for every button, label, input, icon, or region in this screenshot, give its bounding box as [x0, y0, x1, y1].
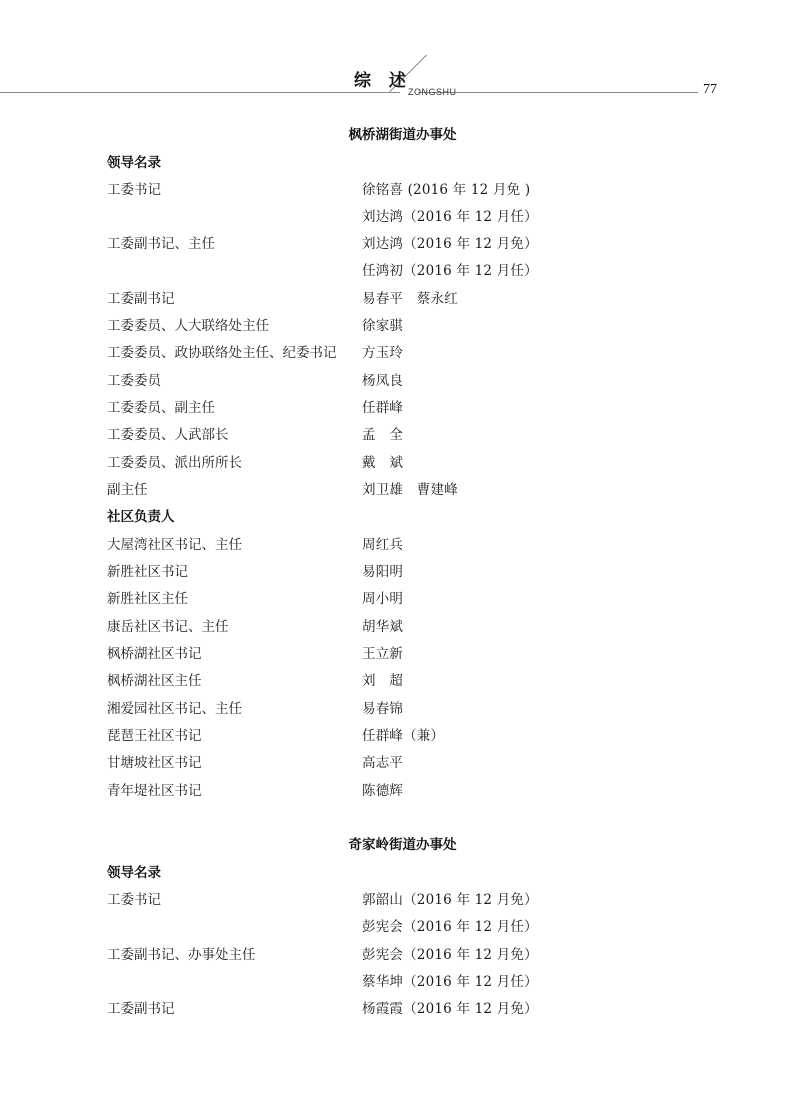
- role-label: 康岳社区书记、主任: [107, 619, 229, 635]
- person-name: 任群峰: [362, 400, 404, 416]
- person-name: 彭宪会（2016 年 12 月免）: [362, 947, 538, 963]
- role-label: 湘爱园社区书记、主任: [107, 701, 242, 717]
- person-name: 任群峰（兼）: [362, 728, 445, 744]
- header-title: 综 述: [354, 71, 412, 91]
- role-label: 工委书记: [107, 892, 161, 908]
- header-rule-right: [418, 92, 698, 93]
- list-item: [0, 642, 805, 666]
- list-item: [0, 943, 805, 967]
- person-name: 易春平 蔡永红: [362, 291, 458, 307]
- role-label: 工委副书记: [107, 1001, 175, 1017]
- person-name: 易阳明: [362, 564, 404, 580]
- role-label: 工委委员、派出所所长: [107, 455, 242, 471]
- role-label: 甘塘坡社区书记: [107, 755, 202, 771]
- person-name: 周红兵: [362, 537, 404, 553]
- section-title-fengqiaohu: 枫桥湖街道办事处: [348, 127, 457, 143]
- list-item: [0, 915, 805, 939]
- person-name: 刘 超: [362, 673, 404, 689]
- role-label: 新胜社区主任: [107, 591, 188, 607]
- person-name: 刘达鸿（2016 年 12 月任）: [362, 209, 538, 225]
- list-item: [0, 341, 805, 365]
- person-name: 戴 斌: [362, 455, 404, 471]
- section-title-qijialing: 奇家岭街道办事处: [348, 837, 457, 853]
- list-item: [0, 615, 805, 639]
- header-subtitle: ZONGSHU: [408, 87, 457, 97]
- list-item: [0, 478, 805, 502]
- person-name: 蔡华坤（2016 年 12 月任）: [362, 974, 538, 990]
- role-label: 工委委员、人大联络处主任: [107, 318, 269, 334]
- list-item: [0, 259, 805, 283]
- role-label: 枫桥湖社区主任: [107, 673, 202, 689]
- role-label: 工委委员、副主任: [107, 400, 215, 416]
- person-name: 胡华斌: [362, 619, 404, 635]
- role-label: 青年堤社区书记: [107, 783, 202, 799]
- role-label: 新胜社区书记: [107, 564, 188, 580]
- person-name: 周小明: [362, 591, 404, 607]
- leaders-heading: 领导名录: [107, 155, 161, 171]
- role-label: 工委副书记、办事处主任: [107, 947, 256, 963]
- role-label: 工委书记: [107, 182, 161, 198]
- role-label: 工委委员、政协联络处主任、纪委书记: [107, 345, 337, 361]
- person-name: 徐铭喜 (2016 年 12 月免 ): [362, 182, 531, 198]
- list-item: [0, 533, 805, 557]
- list-item: [0, 287, 805, 311]
- person-name: 徐家骐: [362, 318, 404, 334]
- list-item: [0, 451, 805, 475]
- list-item: [0, 970, 805, 994]
- list-item: [0, 396, 805, 420]
- list-item: [0, 314, 805, 338]
- person-name: 陈德辉: [362, 783, 404, 799]
- person-name: 郭韶山（2016 年 12 月免）: [362, 892, 538, 908]
- person-name: 杨霞霞（2016 年 12 月免）: [362, 1001, 538, 1017]
- list-item: [0, 779, 805, 803]
- list-item: [0, 888, 805, 912]
- list-item: [0, 178, 805, 202]
- list-item: [0, 997, 805, 1021]
- list-item: [0, 751, 805, 775]
- role-label: 琵琶王社区书记: [107, 728, 202, 744]
- role-label: 副主任: [107, 482, 148, 498]
- community-heading: 社区负责人: [107, 509, 175, 525]
- person-name: 刘卫雄 曹建峰: [362, 482, 458, 498]
- person-name: 高志平: [362, 755, 404, 771]
- role-label: 工委委员、人武部长: [107, 427, 229, 443]
- person-name: 孟 全: [362, 427, 404, 443]
- person-name: 王立新: [362, 646, 404, 662]
- list-item: [0, 560, 805, 584]
- list-item: [0, 369, 805, 393]
- list-item: [0, 697, 805, 721]
- role-label: 工委副书记、主任: [107, 236, 215, 252]
- person-name: 杨凤良: [362, 373, 404, 389]
- list-item: [0, 669, 805, 693]
- page-number: 77: [703, 82, 717, 97]
- person-name: 任鸿初（2016 年 12 月任）: [362, 263, 538, 279]
- list-item: [0, 423, 805, 447]
- person-name: 刘达鸿（2016 年 12 月免）: [362, 236, 538, 252]
- list-item: [0, 232, 805, 256]
- list-item: [0, 724, 805, 748]
- role-label: 枫桥湖社区书记: [107, 646, 202, 662]
- person-name: 彭宪会（2016 年 12 月任）: [362, 919, 538, 935]
- role-label: 工委副书记: [107, 291, 175, 307]
- leaders-heading: 领导名录: [107, 865, 161, 881]
- person-name: 易春锦: [362, 701, 404, 717]
- role-label: 工委委员: [107, 373, 161, 389]
- person-name: 方玉玲: [362, 345, 404, 361]
- page-header: [0, 0, 805, 110]
- list-item: [0, 587, 805, 611]
- role-label: 大屋湾社区书记、主任: [107, 537, 242, 553]
- header-rule-left: [0, 92, 400, 93]
- list-item: [0, 205, 805, 229]
